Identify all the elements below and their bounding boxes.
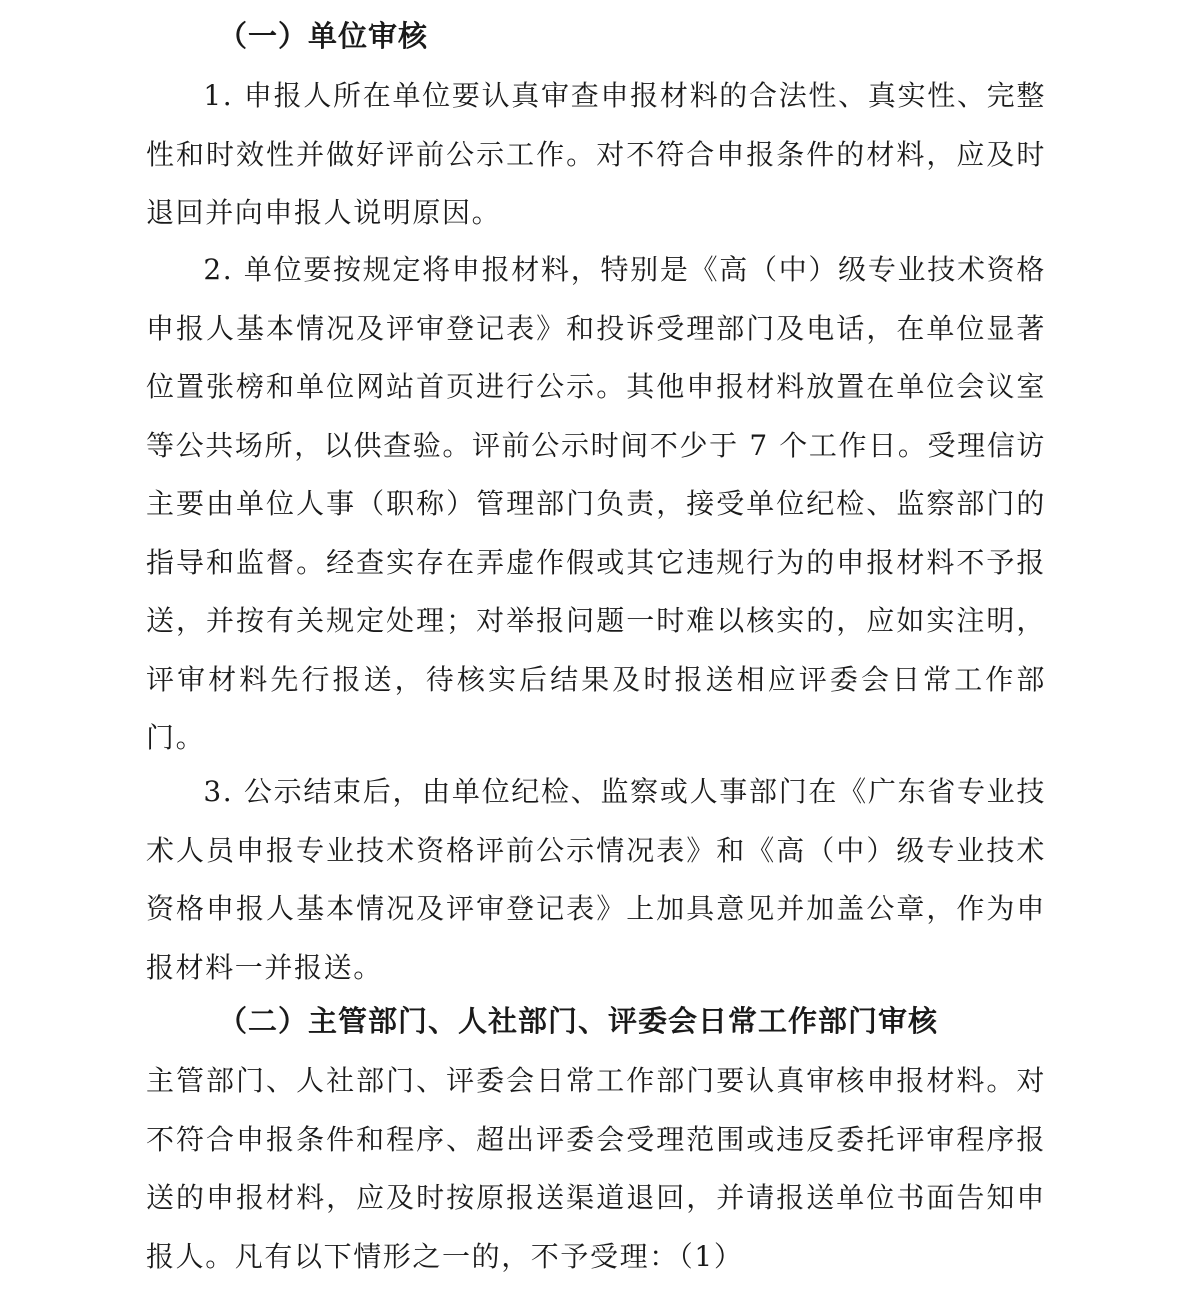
- section-1-heading: （一）单位审核: [218, 19, 429, 53]
- section-1-paragraph-1: 1. 申报人所在单位要认真审查申报材料的合法性、真实性、完整性和时效性并做好评前公示工作。对不符合申报条件的材料，应及时退回并向申报人说明原因。: [146, 79, 1046, 229]
- section-2-paragraph-1: 主管部门、人社部门、评委会日常工作部门要认真审核申报材料。对不符合申报条件和程序、超出评委会受理范围或违反委托评审程序报送的申报材料，应及时按原报送渠道退回，并请报送单位书面告知申报人。凡有以下情形之一的，不予受理：（1）: [146, 1064, 1046, 1273]
- section-1-paragraph-2: 2. 单位要按规定将申报材料，特别是《高（中）级专业技术资格申报人基本情况及评审登记表》和投诉受理部门及电话，在单位显著位置张榜和单位网站首页进行公示。其他申报材料放置在单位会议室等公共场所，以供查验。评前公示时间不少于 7 个工作日。受理信访主要由单位人事（职称）管理部门负责，接受单位纪检、监察部门的指导和监督。经查实存在弄虚作假或其它违规行为的申报材料不予报送，并按有关规定处理；对举报问题一时难以核实的，应如实注明，评审材料先行报送，待核实后结果及时报送相应评委会日常工作部门。: [146, 253, 1046, 754]
- section-2-heading: （二）主管部门、人社部门、评委会日常工作部门审核: [218, 1004, 939, 1038]
- section-1-paragraph-3: 3. 公示结束后，由单位纪检、监察或人事部门在《广东省专业技术人员申报专业技术资格评前公示情况表》和《高（中）级专业技术资格申报人基本情况及评审登记表》上加具意见并加盖公章，作为申报材料一并报送。: [146, 775, 1046, 984]
